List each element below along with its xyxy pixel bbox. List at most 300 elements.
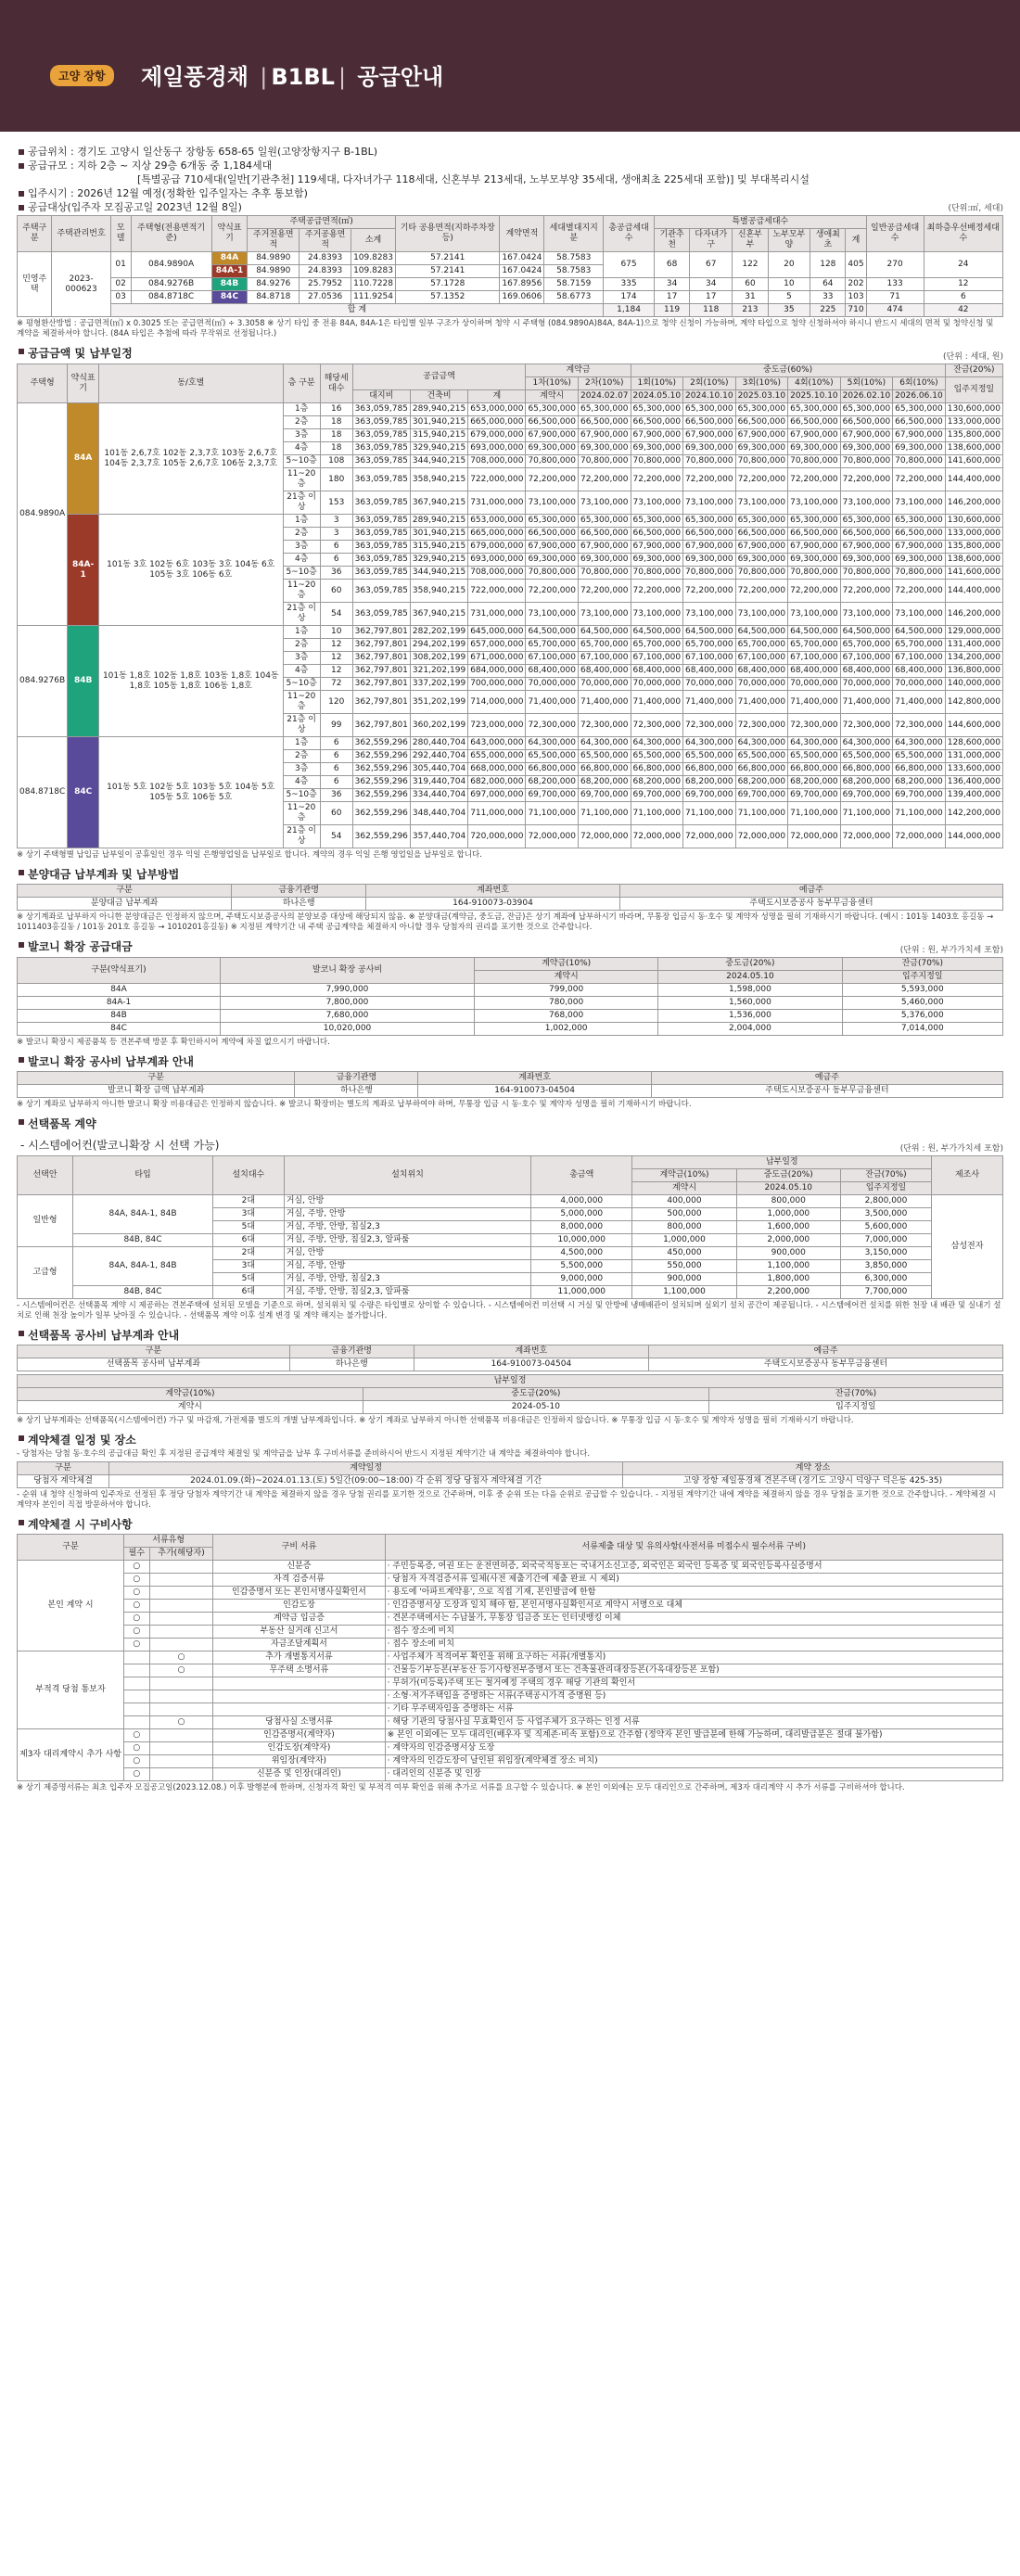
table-cell: 69,300,000 [893, 554, 946, 567]
table-cell: · 소형·저가주택임을 증명하는 서류(주택공시가격 증명원 등) [385, 1690, 1002, 1703]
table-cell: 363,059,785 [352, 491, 410, 515]
table-cell [149, 1768, 213, 1781]
table-header: 계약면적 [500, 216, 544, 252]
table-cell: 12 [320, 639, 352, 652]
table-cell: 71,100,000 [735, 802, 788, 825]
table-cell: 315,940,215 [410, 429, 467, 442]
table-cell: 67,900,000 [683, 429, 736, 442]
table-cell: 3층 [283, 429, 320, 442]
table-cell: 65,300,000 [683, 403, 736, 416]
table-cell: 67,100,000 [735, 652, 788, 665]
supply-table [17, 215, 1003, 317]
table-cell: 799,000 [474, 984, 657, 997]
table-cell: 7,680,000 [221, 1010, 475, 1023]
table-cell: 084.9276B [131, 278, 211, 291]
table-cell: 1,800,000 [736, 1273, 840, 1286]
table-cell: 101동 3호 102동 6호 103동 3호 104동 6호 105동 3호 106동 6호 [99, 515, 284, 626]
table-header: 주거전용면적 [248, 229, 300, 252]
table-cell: 4층 [283, 442, 320, 455]
table-cell: 72,200,000 [526, 580, 579, 603]
table-cell: 68,200,000 [788, 776, 841, 789]
table-cell: 64 [810, 278, 846, 291]
balcony-account-table [17, 1071, 1003, 1098]
table-cell: 70,800,000 [578, 455, 631, 468]
table-cell: 5 [768, 291, 810, 304]
table-cell: 363,059,785 [352, 468, 410, 491]
total-row [18, 304, 1003, 317]
table-cell: 66,500,000 [578, 528, 631, 541]
table-cell: 73,100,000 [526, 491, 579, 515]
table-cell: 128 [810, 252, 846, 278]
table-cell [124, 1690, 150, 1703]
table-header: 입주지정일 [945, 377, 1002, 403]
table-cell: 2,000,000 [736, 1234, 840, 1247]
table-header: 구분 [18, 1535, 124, 1561]
table-header: 계좌번호 [418, 1072, 651, 1085]
table-cell: 2024.01.09.(화)~2024.01.13.(토) 5일간(09:00~18:00) 각 순위 정당 당첨자 계약체결 기간 [109, 1475, 623, 1488]
table-cell: 136,800,000 [945, 665, 1002, 678]
table-cell: 72,200,000 [788, 468, 841, 491]
table-cell: ○ [124, 1626, 150, 1639]
table-cell: 3대 [212, 1260, 284, 1273]
table-cell: 084.8718C [18, 737, 68, 848]
table-row [18, 1023, 1003, 1036]
table-header: 구분 [18, 1345, 290, 1358]
plan-label: 84B [68, 626, 99, 737]
table-cell: 1,100,000 [736, 1260, 840, 1273]
table-cell: 708,000,000 [468, 567, 526, 580]
section-title: 선택품목 공사비 납부계좌 안내 [17, 1327, 1003, 1343]
table-cell: 6 [320, 776, 352, 789]
table-cell: 73,100,000 [788, 603, 841, 626]
table-cell: 02 [110, 278, 131, 291]
table-cell: 71,400,000 [788, 691, 841, 714]
table-header: 예금주 [648, 1345, 1002, 1358]
table-header: 추가(해당자) [149, 1548, 213, 1561]
table-cell: 65,300,000 [631, 515, 683, 528]
table-cell: ○ [124, 1587, 150, 1600]
table-row [18, 515, 1003, 528]
table-cell: 363,059,785 [352, 580, 410, 603]
table-cell: 1층 [283, 403, 320, 416]
table-header: 2024.10.10 [683, 390, 736, 403]
table-cell: 69,700,000 [526, 789, 579, 802]
table-cell: 당첨자 계약체결 [18, 1475, 109, 1488]
table-cell: 800,000 [632, 1221, 736, 1234]
table-cell: ○ [124, 1600, 150, 1613]
table-header: 계좌번호 [414, 1345, 648, 1358]
table-cell: · 해당 기관의 당첨사실 무효확인서 등 사업주체가 요구하는 인정 서류 [385, 1716, 1002, 1729]
table-cell: 780,000 [474, 997, 657, 1010]
table-cell: 357,440,704 [410, 825, 467, 848]
table-cell: 643,000,000 [468, 737, 526, 750]
table-header: 생애최초 [810, 229, 846, 252]
table-cell: 68,200,000 [578, 776, 631, 789]
table-cell: 693,000,000 [468, 442, 526, 455]
section-title: 발코니 확장 공사비 납부계좌 안내 [17, 1053, 1003, 1069]
table-cell: 363,059,785 [352, 567, 410, 580]
table-cell: 65,500,000 [526, 750, 579, 763]
table-cell: 21층 이상 [283, 491, 320, 515]
table-cell: 16 [320, 403, 352, 416]
table-cell: 69,300,000 [578, 442, 631, 455]
table-cell: 합 계 [110, 304, 603, 317]
table-cell: 위임장(계약자) [213, 1755, 385, 1768]
table-row [18, 1286, 1003, 1299]
table-cell: 66,800,000 [683, 763, 736, 776]
balcony-table [17, 957, 1003, 1036]
table-cell: 65,700,000 [526, 639, 579, 652]
table-cell: 34 [654, 278, 689, 291]
table-cell: 72,200,000 [631, 580, 683, 603]
table-cell: 363,059,785 [352, 515, 410, 528]
table-header: 2025.03.10 [735, 390, 788, 403]
table-cell: 12 [924, 278, 1002, 291]
option-schedule-table [17, 1374, 1003, 1414]
note: - 시스템에어컨은 선택품목 계약 시 제공하는 견본주택에 설치된 모델을 기준으로 하며, 설치위치 및 수량은 타입별로 상이할 수 있습니다. - 시스템에어컨 미선택 시 거실 및 안방에 냉매배관이 설치되며 실외기 설치 공간이 제공됩니다. - 시스템에어컨 설치를 위한 천장 내 배관 및 실내기 설치로 인해 천장 높이가 일부 낮아질 수 있습니다. - 선택품목 계약 이후 설계 변경 및 계약 해지는 불가합니다. [17, 1301, 1001, 1320]
table-cell: · 주민등록증, 여권 또는 운전면허증, 외국국적동포는 국내거소신고증, 외국인은 외국인 등록증 및 외국인등록사실증명서 [385, 1561, 1002, 1574]
table-cell: 주택도시보증공사 동부무금융센터 [648, 1358, 1002, 1371]
table-row [18, 626, 1003, 639]
table-cell: 120 [320, 691, 352, 714]
page-title: 제일풍경채 | B1BL | 공급안내 [141, 64, 444, 90]
content [0, 132, 1020, 1793]
table-header: 구분 [18, 1072, 295, 1085]
table-cell: 17 [690, 291, 733, 304]
table-header: 2024.05.10 [736, 1182, 840, 1195]
table-cell: 142,200,000 [945, 802, 1002, 825]
table-cell: 65,700,000 [683, 639, 736, 652]
table-header: 2회(10%) [683, 377, 736, 390]
table-cell: 66,500,000 [893, 528, 946, 541]
table-cell: 84C [18, 1023, 221, 1036]
table-cell: 67,900,000 [526, 541, 579, 554]
table-cell: 거실, 주방, 안방 [284, 1208, 530, 1221]
table-cell: 164-910073-04504 [414, 1358, 648, 1371]
table-cell: 900,000 [632, 1273, 736, 1286]
table-header: 제조사 [932, 1156, 1003, 1195]
table-cell: 하나은행 [295, 1085, 418, 1098]
table-cell [149, 1613, 213, 1626]
table-cell: 36 [320, 789, 352, 802]
table-cell: 4,500,000 [531, 1247, 632, 1260]
table-cell: 129,000,000 [945, 626, 1002, 639]
table-header: 구비 서류 [213, 1535, 385, 1561]
table-header: 건축비 [410, 390, 467, 403]
table-cell: 67,900,000 [840, 429, 893, 442]
table-cell: 69,300,000 [840, 554, 893, 567]
table-cell: 6 [320, 750, 352, 763]
table-cell: 164-910073-03904 [366, 898, 620, 911]
table-row [18, 403, 1003, 416]
table-cell: 67,100,000 [526, 652, 579, 665]
info-item: [특별공급 710세대(일반[기관추천] 119세대, 다자녀가구 118세대, 신혼부부 213세대, 노부모부양 35세대, 생애최초 225세대 포함)] 및 부대복리시설 [137, 173, 810, 185]
table-cell: · 사업주체가 적격여부 확인을 위해 요구하는 서류(개별통지) [385, 1651, 1002, 1664]
table-cell: 68,400,000 [893, 665, 946, 678]
table-cell: 71 [866, 291, 924, 304]
table-cell: 1,000,000 [736, 1208, 840, 1221]
note: ※ 상기계좌로 납부하지 아니한 분양대금은 인정하지 않으며, 주택도시보증공사의 분양보증 대상에 해당되지 않음. ※ 분양대금(계약금, 중도금, 잔금)은 상기 계좌에 납부하시기 바라며, 무통장 입금시 동·호수 및 계약자 성명을 필히 기재하시기 바랍니다. (예시 : 101동 1403호 홍길동 → 1011403홍길동 / 101동 201호 홍길동 → 1010201홍길동) ※ 지정된 계약기간 내 주택 공급계약을 체결하지 아니할 경우 당첨자의 권리를 포기한 것으로 간주합니다. [17, 912, 994, 932]
table-cell: 신분증 및 인장(대리인) [213, 1768, 385, 1781]
table-cell: 362,559,296 [352, 802, 410, 825]
section-title: 계약체결 일정 및 장소 [17, 1432, 1003, 1447]
table-cell: 139,400,000 [945, 789, 1002, 802]
contract-table [17, 1461, 1003, 1488]
table-header: 필수 [124, 1548, 150, 1561]
table-cell: 64,300,000 [840, 737, 893, 750]
table-cell: 69,300,000 [631, 554, 683, 567]
table-cell: 146,200,000 [945, 603, 1002, 626]
table-cell: 31 [733, 291, 768, 304]
table-cell: 70,800,000 [683, 567, 736, 580]
table-cell: 344,940,215 [410, 455, 467, 468]
table-cell [124, 1716, 150, 1729]
table-cell: 8,000,000 [531, 1221, 632, 1234]
table-header: 잔금(20%) [945, 364, 1002, 377]
table-cell: ○ [149, 1716, 213, 1729]
table-cell: 134,200,000 [945, 652, 1002, 665]
table-cell: 35 [768, 304, 810, 317]
option-table [17, 1155, 1003, 1299]
table-cell: 65,300,000 [578, 515, 631, 528]
table-header: 납부일정 [632, 1156, 932, 1169]
table-cell: 64,500,000 [840, 626, 893, 639]
table-cell: 68,200,000 [631, 776, 683, 789]
table-row [18, 1600, 1003, 1613]
table-cell: 73,100,000 [578, 491, 631, 515]
table-cell: 362,559,296 [352, 776, 410, 789]
table-cell: 5~10층 [283, 455, 320, 468]
table-cell: 67,100,000 [893, 652, 946, 665]
table-cell: 65,300,000 [788, 515, 841, 528]
table-cell: 66,500,000 [526, 528, 579, 541]
table-cell: 60 [733, 278, 768, 291]
table-cell: 130,600,000 [945, 515, 1002, 528]
table-cell: 66,500,000 [526, 416, 579, 429]
table-cell: 294,202,199 [410, 639, 467, 652]
table-cell: 363,059,785 [352, 554, 410, 567]
table-cell: 70,800,000 [526, 567, 579, 580]
table-cell: 70,800,000 [788, 567, 841, 580]
table-cell: 67,900,000 [735, 429, 788, 442]
table-cell: 70,800,000 [840, 567, 893, 580]
table-cell: 321,202,199 [410, 665, 467, 678]
table-cell: 305,440,704 [410, 763, 467, 776]
table-cell: 358,940,215 [410, 468, 467, 491]
table-cell: 6 [320, 541, 352, 554]
table-header: 계약금(10%) [474, 958, 657, 971]
table-header: 약식표기 [68, 364, 99, 403]
table-cell: 68,400,000 [840, 665, 893, 678]
table-cell: 64,300,000 [683, 737, 736, 750]
table-header: 잔금(70%) [840, 1169, 931, 1182]
table-header: 대지비 [352, 390, 410, 403]
table-cell: 69,700,000 [893, 789, 946, 802]
plan-label: 84C [68, 737, 99, 848]
table-header: 2024.05.10 [631, 390, 683, 403]
table-row [18, 1690, 1003, 1703]
table-header: 계약시 [474, 971, 657, 984]
table-cell: 11,000,000 [531, 1286, 632, 1299]
table-cell: 363,059,785 [352, 442, 410, 455]
table-cell: 141,600,000 [945, 455, 1002, 468]
table-cell: 인감도장 [213, 1600, 385, 1613]
table-cell: 71,100,000 [526, 802, 579, 825]
table-cell: 64,500,000 [631, 626, 683, 639]
table-cell: 360,202,199 [410, 714, 467, 737]
note: ※ 상기 주택형별 납입금 납부일이 공휴일인 경우 익일 은행영업일을 납부일로 합니다. 계약의 경우 익일 은행 영업일을 납부일로 합니다. [17, 850, 482, 860]
table-cell: 5대 [212, 1273, 284, 1286]
info-item: 입주시기 : 2026년 12월 예정(정확한 입주일자는 추후 통보함) [17, 186, 1003, 200]
table-cell: 72,300,000 [840, 714, 893, 737]
table-cell: 68,200,000 [735, 776, 788, 789]
table-cell: 344,940,215 [410, 567, 467, 580]
table-cell: 362,559,296 [352, 737, 410, 750]
table-cell: 700,000,000 [468, 678, 526, 691]
table-cell: 69,700,000 [840, 789, 893, 802]
header-banner [0, 0, 1020, 132]
table-row [18, 252, 1003, 265]
table-cell: 10,020,000 [221, 1023, 475, 1036]
table-cell: 768,000 [474, 1010, 657, 1023]
table-cell: 1,536,000 [658, 1010, 842, 1023]
table-cell: 7,014,000 [842, 1023, 1002, 1036]
table-cell: 66,500,000 [578, 416, 631, 429]
table-cell: 73,100,000 [840, 491, 893, 515]
table-row [18, 1613, 1003, 1626]
table-cell: 140,000,000 [945, 678, 1002, 691]
table-row [18, 1651, 1003, 1664]
table-cell: 66,800,000 [788, 763, 841, 776]
table-cell: 66,500,000 [840, 416, 893, 429]
table-cell: 213 [733, 304, 768, 317]
table-row [18, 1010, 1003, 1023]
table-cell: 17 [654, 291, 689, 304]
table-cell: 4층 [283, 554, 320, 567]
table-cell: 400,000 [632, 1195, 736, 1208]
table-cell: 계약시 [18, 1401, 363, 1414]
table-cell: 164-910073-04504 [418, 1085, 651, 1098]
table-cell: 66,500,000 [735, 416, 788, 429]
table-cell: 인감도장(계약자) [213, 1742, 385, 1755]
table-cell: 발코니 확장 금액 납부계좌 [18, 1085, 295, 1098]
table-cell: 70,800,000 [631, 455, 683, 468]
table-cell: 6 [320, 554, 352, 567]
table-cell: 3층 [283, 652, 320, 665]
table-cell: 72,200,000 [578, 468, 631, 491]
table-cell: 69,300,000 [683, 442, 736, 455]
table-cell: 2,004,000 [658, 1023, 842, 1036]
table-row [18, 1729, 1003, 1742]
table-cell: 174 [604, 291, 655, 304]
table-cell: 72,300,000 [578, 714, 631, 737]
table-cell: · 인감증명서상 도장과 일치 해야 함, 본인서명사실확인서로 계약시 서명으로 대체 [385, 1600, 1002, 1613]
unit-label: (단위 : 원, 부가가치세 포함) [899, 946, 1003, 955]
table-header: 층 구분 [283, 364, 320, 403]
table-cell [149, 1677, 213, 1690]
table-header: 2024.02.07 [578, 390, 631, 403]
table-cell: ○ [124, 1574, 150, 1587]
table-cell: 282,202,199 [410, 626, 467, 639]
table-cell: 68,200,000 [840, 776, 893, 789]
table-cell: 319,440,704 [410, 776, 467, 789]
table-cell: 101동 2,6,7호 102동 2,3,7호 103동 2,6,7호 104동 2,3,7호 105동 2,6,7호 106동 2,3,7호 [99, 403, 284, 515]
table-cell: 67,100,000 [578, 652, 631, 665]
unit-label: (단위 : 세대, 원) [943, 352, 1003, 362]
table-cell: 292,440,704 [410, 750, 467, 763]
table-cell: 67,900,000 [631, 541, 683, 554]
table-cell: · 접수 장소에 비치 [385, 1626, 1002, 1639]
table-cell: 67,900,000 [893, 429, 946, 442]
table-cell: 335 [604, 278, 655, 291]
table-cell: 110.7228 [351, 278, 396, 291]
table-cell: 72,200,000 [893, 580, 946, 603]
table-cell: 무주택 소명서류 [213, 1664, 385, 1677]
table-cell: 800,000 [736, 1195, 840, 1208]
table-cell: 42 [924, 304, 1002, 317]
table-cell [124, 1664, 150, 1677]
table-cell: 73,100,000 [578, 603, 631, 626]
table-cell: 334,440,704 [410, 789, 467, 802]
table-cell: 169.0606 [500, 291, 544, 304]
table-cell: 25.7952 [300, 278, 351, 291]
table-header: 1회(10%) [631, 377, 683, 390]
table-cell: 66,500,000 [893, 416, 946, 429]
table-cell: 653,000,000 [468, 403, 526, 416]
table-cell: 348,440,704 [410, 802, 467, 825]
table-cell: 2대 [212, 1195, 284, 1208]
table-cell: 11~20층 [283, 691, 320, 714]
table-cell [149, 1755, 213, 1768]
table-cell: 69,700,000 [788, 789, 841, 802]
table-cell: 2층 [283, 416, 320, 429]
table-cell: 70,000,000 [788, 678, 841, 691]
table-header: 중도금(60%) [631, 364, 945, 377]
price-table [17, 363, 1003, 848]
table-cell: 67,100,000 [631, 652, 683, 665]
table-cell: 679,000,000 [468, 541, 526, 554]
table-row [18, 1085, 1003, 1098]
table-cell: 655,000,000 [468, 750, 526, 763]
table-cell: 6,300,000 [840, 1273, 931, 1286]
table-row [18, 1639, 1003, 1651]
table-cell: 68,400,000 [526, 665, 579, 678]
table-cell: 69,300,000 [840, 442, 893, 455]
table-cell: ○ [124, 1768, 150, 1781]
table-cell: 72,000,000 [735, 825, 788, 848]
table-row [18, 1703, 1003, 1716]
table-cell: 67,900,000 [631, 429, 683, 442]
table-cell: 3층 [283, 763, 320, 776]
table-header: 구분 [18, 885, 232, 898]
table-cell: 4층 [283, 776, 320, 789]
table-cell: 7,000,000 [840, 1234, 931, 1247]
section-title: 선택품목 계약 [17, 1116, 1003, 1131]
table-header: 중도금(20%) [736, 1169, 840, 1182]
table-header: 계약 장소 [623, 1462, 1003, 1475]
table-cell: 11~20층 [283, 468, 320, 491]
table-cell: · 대리인의 신분증 및 인장 [385, 1768, 1002, 1781]
table-cell: 부동산 실거래 신고서 [213, 1626, 385, 1639]
option-account-table [17, 1345, 1003, 1371]
table-cell: 67,900,000 [840, 541, 893, 554]
table-cell: 인감증명서(계약자) [213, 1729, 385, 1742]
table-header: 1차(10%) [526, 377, 579, 390]
table-cell: 72,200,000 [683, 580, 736, 603]
table-header: 주거공용면적 [300, 229, 351, 252]
table-row [18, 291, 1003, 304]
table-cell: 삼성전자 [932, 1195, 1003, 1299]
